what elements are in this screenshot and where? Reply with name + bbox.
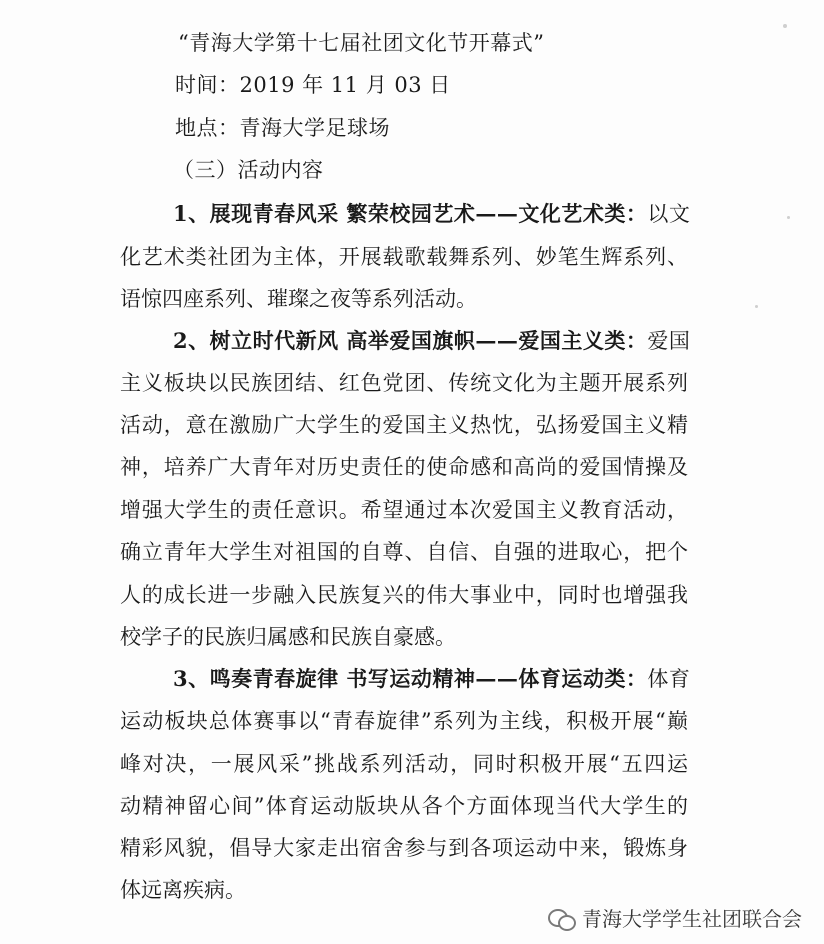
event-title: “青海大学第十七届社团文化节开幕式” bbox=[178, 31, 545, 55]
section2-line2: 主义板块以民族团结、红色党团、传统文化为主题开展系列 bbox=[120, 371, 688, 395]
section2-first-line bbox=[173, 326, 690, 356]
section2-line5: 增强大学生的责任意识。希望通过本次爱国主义教育活动， bbox=[120, 498, 688, 522]
event-location: 地点：青海大学足球场 bbox=[175, 116, 390, 140]
scan-speck bbox=[783, 24, 787, 28]
section3-line5: 精彩风貌，倡导大家走出宿舍参与到各项运动中来，锻炼身 bbox=[120, 836, 688, 860]
section2-heading: 2、树立时代新风 高举爱国旗帜——爱国主义类： bbox=[173, 328, 648, 353]
section3-heading: 3、鸣奏青春旋律 书写运动精神——体育运动类： bbox=[173, 666, 648, 691]
section3-line3: 峰对决，一展风采”挑战系列活动，同时积极开展“五四运 bbox=[120, 752, 688, 776]
section1-line2: 化艺术类社团为主体，开展载歌载舞系列、妙笔生辉系列、 bbox=[120, 245, 688, 269]
section3-first-line bbox=[173, 664, 690, 694]
scan-speck bbox=[787, 216, 790, 219]
section-heading: （三）活动内容 bbox=[173, 158, 324, 182]
section2-first-tail: 爱国 bbox=[647, 329, 691, 353]
section1-line3: 语惊四座系列、璀璨之夜等系列活动。 bbox=[120, 287, 477, 311]
section2-line3: 活动，意在激励广大学生的爱国主义热忱，弘扬爱国主义精 bbox=[120, 413, 688, 437]
section3-line6: 体远离疾病。 bbox=[120, 878, 246, 902]
section1-first-tail: 以文 bbox=[647, 202, 691, 226]
section2-line7: 人的成长进一步融入民族复兴的伟大事业中，同时也增强我 bbox=[120, 583, 688, 607]
section1-heading: 1、展现青春风采 繁荣校园艺术——文化艺术类： bbox=[173, 201, 648, 226]
section3-line4: 动精神留心间”体育运动版块从各个方面体现当代大学生的 bbox=[120, 794, 688, 818]
section3-first-tail: 体育 bbox=[647, 667, 691, 691]
section2-line6: 确立青年大学生对祖国的自尊、自信、自强的进取心，把个 bbox=[120, 540, 688, 564]
section2-line8: 校学子的民族归属感和民族自豪感。 bbox=[120, 625, 456, 649]
wechat-icon bbox=[548, 907, 576, 929]
section1-first-line bbox=[173, 199, 690, 229]
scan-speck bbox=[755, 305, 758, 308]
section3-line2: 运动板块总体赛事以“青春旋律”系列为主线，积极开展“巅 bbox=[120, 709, 688, 733]
event-time: 时间：2019 年 11 月 03 日 bbox=[175, 73, 451, 97]
section2-line4: 神，培养广大青年对历史责任的使命感和高尚的爱国情操及 bbox=[120, 455, 688, 479]
watermark-text: 青海大学学生社团联合会 bbox=[582, 907, 802, 931]
wechat-watermark bbox=[548, 903, 802, 932]
